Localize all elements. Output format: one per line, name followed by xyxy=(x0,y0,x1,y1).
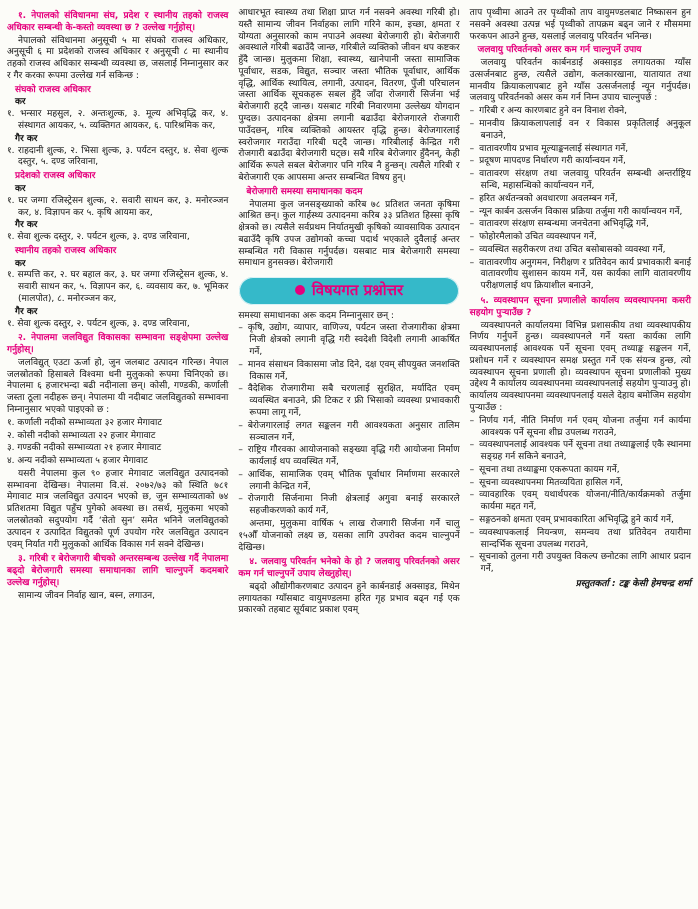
section-heading: प्रदेशको राजस्व अधिकार xyxy=(15,171,96,182)
paragraph: व्यवस्थापनले कार्यालयमा विभिन्न प्रशासकीय तथा व्यवस्थापकीय निर्णय गर्नुपर्ने हुन्छ। व्यवस्थापनले गर्ने यस्ता कार्यका लागि व्यवस्थापनलाई आवश्यक पर्ने सूचना एवम् तथ्याङ्क सङ्कलन गर्ने, प्रशोधन गर्ने र व्यवस्थापन समक्ष प्रस्तुत गर्ने एक संयन्त्र हुन्छ, त्यो व्यवस्थापन सूचना प्रणाली हो। व्यवस्थापन सूचना प्रणालीको मुख्य उद्देश्य नै कार्यालय व्यवस्थापनमा व्यवस्थापनलाई सहयोग पुऱ्याउनु हो। कार्यालय व्यवस्थापनमा व्यवस्थापनलाई यसले देहाय बमोजिम सहयोग पुऱ्याउँछ : xyxy=(469,320,691,413)
column-3 xyxy=(470,8,691,903)
question-heading: ५. व्यवस्थापन सूचना प्रणालीले कार्यालय व्यवस्थापनमा कसरी सहयोग पुऱ्याउँछ ? xyxy=(469,295,691,318)
paragraph: नेपालमा कुल जनसङ्ख्याको करिब ७८ प्रतिशत जनता कृषिमा आश्रित छन्। कुल गार्हस्थ्य उत्पादनमा करिब ३३ प्रतिशत हिस्सा कृषि क्षेत्रको छ। त्यसैले सर्वप्रथम निर्यातमुखी कृषिको व्यावसायिक उत्पादन बढाउँदै कृषि उपज उद्योगको कच्चा पदार्थ भएकाले दुवैलाई अन्तर सम्बन्धित गरी विकास गर्नुपर्दछ। यसबाट मात्र बेरोजगारी समस्या समाधान हुनसक्छ। बेरोजगारी xyxy=(238,199,460,269)
bullet-item: – गरिबी र अन्य कारणबाट हुने वन विनाश रोक्ने, xyxy=(470,106,691,118)
section-heading: जलवायु परिवर्तनको असर कम गर्न चाल्नुपर्ने उपाय xyxy=(477,45,642,56)
byline: प्रस्तुतकर्ता : टङ्क केसी हेमचन्द्र शर्मा xyxy=(575,578,691,589)
numbered-list-item: ४. अन्य नदीको सम्भाव्यता ५ हजार मेगावाट xyxy=(7,456,148,467)
bullet-item: – आर्थिक, सामाजिक एवम् भौतिक पूर्वाधार निर्माणमा सरकारले लगानी केन्द्रित गर्ने, xyxy=(238,470,459,494)
bullet-item: – प्रदूषण मापदण्ड निर्धारण गरी कार्यान्वयन गर्ने, xyxy=(470,156,691,168)
paragraph: नेपालको संविधानमा अनुसूची ५ मा संघको राजस्व अधिकार, अनुसूची ६ मा प्रदेशको राजस्व अधिकार र अनुसूची ८ मा स्थानीय तहको राजस्व अधिकार सम्बन्धी व्यवस्था छ, जसलाई निम्नानुसार कर र गैर करका रूपमा उल्लेख गर्न सकिन्छ : xyxy=(7,35,229,81)
bullet-item: – राष्ट्रिय गौरवका आयोजनाको सङ्ख्या वृद्धि गरी आयोजना निर्माण कार्यलाई थप व्यवस्थित गर्ने, xyxy=(238,445,459,469)
numbered-list-item: १. सेवा शुल्क दस्तुर, २. पर्यटन शुल्क, ३. दण्ड जरिवाना, xyxy=(7,318,190,329)
tax-type-label: कर xyxy=(15,258,26,269)
numbered-list-item: १. सेवा शुल्क दस्तुर, २. पर्यटन शुल्क, ३. दण्ड जरिवाना, xyxy=(7,232,190,243)
bullet-item: – सूचनाको तुलना गरी उपयुक्त विकल्प छनोटका लागि आधार प्रदान गर्ने, xyxy=(470,552,691,576)
tax-type-label: गैर कर xyxy=(15,220,38,231)
bullet-item: – व्यवस्थापकलाई नियन्त्रण, समन्वय तथा प्रतिवेदन तयारीमा सान्दर्भिक सूचना उपलब्ध गराउने, xyxy=(470,528,691,552)
banner-bullet-icon xyxy=(295,285,305,295)
paragraph-continued: समस्या समाधानका अरू कदम निम्नानुसार छन् : xyxy=(238,310,394,321)
column-1 xyxy=(7,8,228,903)
paragraph-continued: आधारभूत स्वास्थ्य तथा शिक्षा प्राप्त गर्न नसक्ने अवस्था गरिबी हो। यस्तै सामान्य जीवन निर्वाहका लागि गरिने काम, इच्छा, क्षमता र योग्यता अनुसारको काम नपाउने अवस्था बेरोजगारी हो। बेरोजगारी अवस्थाले गरिबी बढाउँदै जान्छ, गरिबीले व्यक्तिको जीवन थप कष्टकर हुँदै जान्छ। मुलुकमा शिक्षा, स्वास्थ्य, खानेपानी जस्ता सामाजिक पूर्वाधार, सडक, विद्युत, सञ्चार जस्ता भौतिक पूर्वाधार, आर्थिक वृद्धि, आर्थिक स्थायित्व, लगानी, उत्पादन, वितरण, पुँजी परिचालन जस्ता आर्थिक सूचकहरू सबल हुँदै जाँदा रोजगारी सिर्जना भई बेरोजगारी हट्दै जान्छ। यसबाट गरिबी निवारणमा उल्लेख्य योगदान पुग्दछ। उत्पादनका क्षेत्रमा लगानी बढाउँदा बेरोजगारले रोजगारी पाउँदछन्, गरिब व्यक्तिको आयस्तर वृद्धि हुन्छ। बेरोजगारलाई स्वरोजगार गराउँदा गरिबी घट्दै जान्छ। गरिबीलाई केन्द्रित गरी रोजगारी बढाउँदा बेरोजगारी घट्छ। सबै गरिब बेरोजगार हुँदैनन्, केही आर्थिक रूपले सबल बेरोजगार पनि गरिब नै हुन्छन्। त्यसैले गरिबी र बेरोजगारी एक आपसमा अन्तर सम्बन्धित विषय हुन्। xyxy=(238,8,460,183)
paragraph: बढ्दो औद्योगीकरणबाट उत्पादन हुने कार्बनडाई अक्साइड, मिथेन लगायतका ग्याँसबाट वायुमण्डलमा हरित गृह प्रभाव बढ्न गई एक प्रकारको तहबाट सूर्यबाट प्रकाश एवम् xyxy=(238,581,460,616)
numbered-list-item: १. कर्णाली नदीको सम्भाव्यता ३२ हजार मेगावाट xyxy=(7,417,162,428)
bullet-item: – बेरोजगारलाई लगत सङ्कलन गरी आवश्यकता अनुसार तालिम सञ्चालन गर्ने, xyxy=(238,421,459,445)
tax-type-label: गैर कर xyxy=(15,306,38,317)
question-heading: २. नेपालमा जलविद्युत विकासका सम्भावना सङ्क्षेपमा उल्लेख गर्नुहोस्। xyxy=(7,333,229,356)
paragraph: जलवायु परिवर्तन कार्बनडाई अक्साइड लगायतका ग्याँस उत्सर्जनबाट हुन्छ, त्यसैले उद्योग, कलकारखाना, यातायात तथा मानवीय क्रियाकलापबाट हुने ग्याँस उत्सर्जनलाई न्यून गर्नुपर्दछ। जलवायु परिवर्तनको असर कम गर्न निम्न उपाय चाल्नुपर्छ : xyxy=(469,58,691,104)
bullet-item: – फोहोरमैलाको उचित व्यवस्थापन गर्ने, xyxy=(470,232,691,244)
section-heading: बेरोजगारी समस्या समाधानका कदम xyxy=(246,186,363,197)
paragraph: अन्तमा, मुलुकमा वार्षिक ५ लाख रोजगारी सिर्जना गर्ने चालु १५औँ योजनाको लक्ष्य छ, यसका लागि उपरोक्त कदम चाल्नुपर्ने देखिन्छ। xyxy=(238,518,460,553)
bullet-item: – निर्णय गर्न, नीति निर्माण गर्न एवम् योजना तर्जुमा गर्न कार्यमा आवश्यक पर्ने सूचना शीघ्र उपलब्ध गराउने, xyxy=(470,416,691,440)
bullet-item: – व्यवस्थापनलाई आवश्यक पर्ने सूचना तथा तथ्याङ्कलाई एकै स्थानमा सङ्ग्रह गर्न सकिने बनाउने, xyxy=(470,440,691,464)
bullet-item: – व्यवस्थित सहरीकरण तथा उचित बसोबासको व्यवस्था गर्ने, xyxy=(470,245,691,257)
question-heading: ४. जलवायु परिवर्तन भनेको के हो ? जलवायु परिवर्तनको असर कम गर्न चाल्नुपर्ने उपाय लेख्नुहोस्। xyxy=(238,557,460,580)
numbered-list-item: १. राहदानी शुल्क, २. भिसा शुल्क, ३. पर्यटन दस्तुर, ४. सेवा शुल्क दस्तुर, ५. दण्ड जरिवाना, xyxy=(7,145,229,168)
tax-type-label: कर xyxy=(15,183,26,194)
numbered-list-item: १. सम्पत्ति कर, २. घर बहाल कर, ३. घर जग्गा रजिस्ट्रेसन शुल्क, ४. सवारी साधन कर, ५. विज्ञापन कर, ६. व्यवसाय कर, ७. भूमिकर (मालपोत), ८. मनोरञ्जन कर, xyxy=(7,270,229,304)
bullet-item: – वैदेशिक रोजगारीमा सबै चरणलाई सुरक्षित, मर्यादित एवम् व्यवस्थित बनाउने, फ्री टिकट र फ्री भिसाको व्यवस्था प्रभावकारी रूपमा लागू गर्ने, xyxy=(238,384,459,419)
paragraph-continued: ताप पृथ्वीमा आउने तर पृथ्वीको ताप वायुमण्डलबाट निष्कासन हुन नसक्ने अवस्था उत्पन्न भई पृथ्वीको तापक्रम बढ्न जाने र मौसममा फरकपन आउने हुन्छ, यसलाई जलवायु परिवर्तन भनिन्छ। xyxy=(469,8,691,42)
bullet-item: – हरित अर्थतन्त्रको अवधारणा अवलम्बन गर्ने, xyxy=(470,194,691,206)
question-heading: ३. गरिबी र बेरोजगारी बीचको अन्तरसम्बन्ध उल्लेख गर्दै नेपालमा बढ्दो बेरोजगारी समस्या समाधानका लागि चाल्नुपर्ने कदमबारे उल्लेख गर्नुहोस्। xyxy=(7,554,229,588)
numbered-list-item: २. कोसी नदीको सम्भाव्यता २२ हजार मेगावाट xyxy=(7,430,156,441)
bullet-item: – सङ्गठनको क्षमता एवम् प्रभावकारिता अभिवृद्धि हुने कार्य गर्ने, xyxy=(470,515,691,527)
column-2 xyxy=(238,8,459,903)
paragraph: जलविद्युत् एउटा ऊर्जा हो, जुन जलबाट उत्पादन गरिन्छ। नेपाल जलस्रोतको हिसाबले विश्वमा धनी मुलुकको रूपमा चिनिएको छ। नेपालमा ६ हजारभन्दा बढी नदीनाला छन्। कोसी, गण्डकी, कर्णाली जस्ता ठूला नदीहरू छन्। नेपालमा यी नदीबाट जलविद्युतको सम्भावना निम्नानुसार भएको पाइएको छ : xyxy=(7,357,229,415)
tax-type-label: कर xyxy=(15,97,26,108)
bullet-item: – वातावरण संरक्षण सम्बन्धमा जनचेतना अभिवृद्धि गर्ने, xyxy=(470,219,691,231)
bullet-item: – वातावरण संरक्षण तथा जलवायु परिवर्तन सम्बन्धी अन्तर्राष्ट्रिय सन्धि, महासन्धिको कार्यान्वयन गर्ने, xyxy=(470,169,691,193)
section-heading: स्थानीय तहको राजस्व अधिकार xyxy=(15,245,117,256)
bullet-item: – व्यावहारिक एवम् यथार्थपरक योजना/नीति/कार्यक्रमको तर्जुमा कार्यमा मद्दत गर्ने, xyxy=(470,490,691,514)
bullet-item: – मानवीय क्रियाकलापलाई वन र विकास प्रकृतिलाई अनुकूल बनाउने, xyxy=(470,119,691,143)
paragraph: सामान्य जीवन निर्वाह खान, बस्न, लगाउन, xyxy=(18,590,156,601)
bullet-item: – वातावरणीय अनुगमन, निरीक्षण र प्रतिवेदन कार्य प्रभावकारी बनाई वातावरणीय सुशासन कायम गर्ने, यस कार्यका लागि वातावरणीय परीक्षणलाई थप क्रियाशील बनाउने, xyxy=(470,258,691,293)
bullet-item: – न्यून कार्बन उत्सर्जन विकास प्रक्रिया तर्जुमा गरी कार्यान्वयन गर्ने, xyxy=(470,207,691,219)
paragraph: यसरी नेपालमा कुल ९० हजार मेगावाट जलविद्युत उत्पादनको सम्भावना देखिन्छ। नेपालमा वि.सं. २०७२/७३ को स्थिति ७८१ मेगावाट मात्र जलविद्युत उत्पादन भएको छ, जुन सम्भाव्यताको ७४ प्रतिशतमा विद्युत पहुँच पुगेको अवस्था छ। तसर्थ, मुलुकमा भएको जलस्रोतको सदुपयोग गर्दै ‘सेतो सुन’ समेत भनिने जलविद्युतको उत्पादन र उत्पादित विद्युतको पूर्ण उपयोग गरेर जलविद्युत उत्पादन एवम् निर्यात गरी मुलुकको आर्थिक विकास गर्न सक्ने देखिन्छ। xyxy=(7,468,229,550)
bullet-item: – वातावरणीय प्रभाव मूल्याङ्कनलाई संस्थागत गर्ने, xyxy=(470,144,691,156)
banner-title: विषयगत प्रश्नोत्तर xyxy=(311,281,404,300)
question-heading: १. नेपालको संविधानमा संघ, प्रदेश र स्थानीय तहको राजस्व अधिकार सम्बन्धी के-कस्तो व्यवस्था छ ? उल्लेख गर्नुहोस्। xyxy=(7,11,229,33)
tax-type-label: गैर कर xyxy=(15,133,38,144)
bullet-item: – सूचना तथा तथ्याङ्कमा एकरूपता कायम गर्ने, xyxy=(470,465,691,477)
numbered-list-item: १. घर जग्गा रजिस्ट्रेसन शुल्क, २. सवारी साधन कर, ३. मनोरञ्जन कर, ४. विज्ञापन कर ५. कृषि आयमा कर, xyxy=(7,195,229,218)
bullet-item: – सूचना व्यवस्थापनमा मितव्ययिता हासिल गर्ने, xyxy=(470,478,691,490)
numbered-list-item: १. भन्सार महसुल, २. अन्तःशुल्क, ३. मूल्य अभिवृद्धि कर, ४. संस्थागत आयकर, ५. व्यक्तिगत आयकर, ६. पारिश्रमिक कर, xyxy=(7,109,229,132)
section-heading: संघको राजस्व अधिकार xyxy=(15,84,91,95)
section-banner xyxy=(239,277,458,305)
bullet-item: – मानव संसाधन विकासमा जोड दिने, दक्ष एवम् सीपयुक्त जनशक्ति विकास गर्ने, xyxy=(238,360,459,384)
numbered-list-item: ३. गण्डकी नदीको सम्भाव्यता २१ हजार मेगावाट xyxy=(7,443,162,454)
bullet-item: – रोजगारी सिर्जनामा निजी क्षेत्रलाई अगुवा बनाई सरकारले सहजीकरणको कार्य गर्ने, xyxy=(238,494,459,518)
bullet-item: – कृषि, उद्योग, व्यापार, वाणिज्य, पर्यटन जस्ता रोजगारीका क्षेत्रमा निजी क्षेत्रको लगानी वृद्धि गरी स्वदेशी विदेशी लगानी आकर्षित गर्ने, xyxy=(238,323,459,358)
